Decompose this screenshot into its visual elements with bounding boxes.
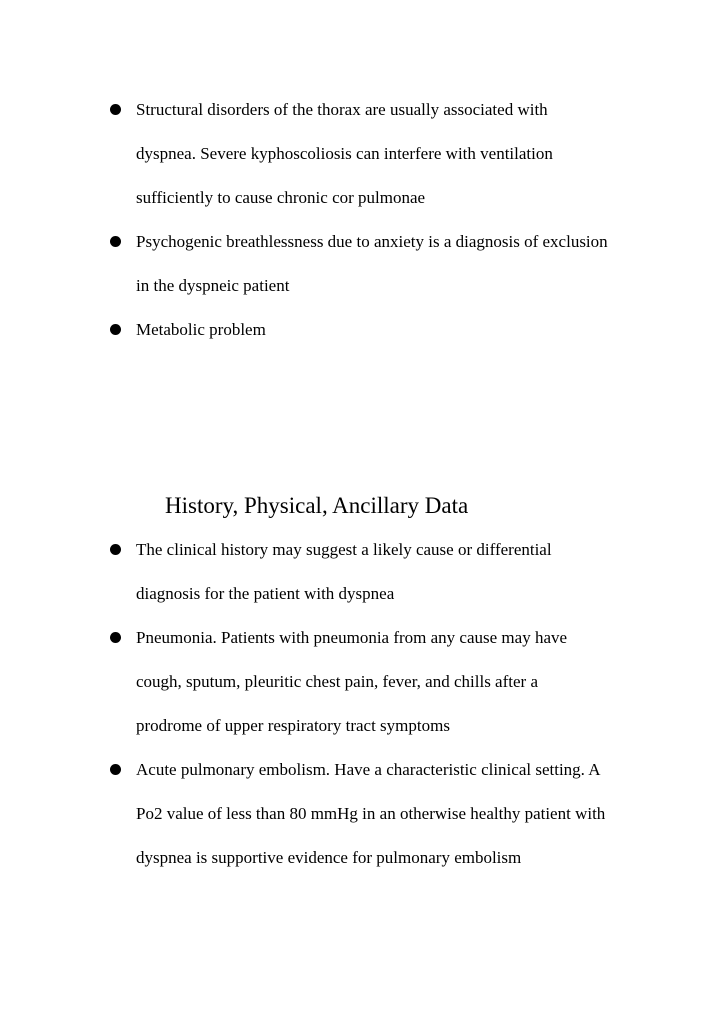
list-item-text: Metabolic problem [136,320,266,339]
list-item-text: The clinical history may suggest a likely cause or differential diagnosis for the patient with dyspnea [136,540,552,603]
list-item-text: Psychogenic breathlessness due to anxiety is a diagnosis of exclusion in the dyspneic patient [136,232,608,295]
bullet-list-history [108,528,608,880]
bullet-dot-icon [110,632,121,643]
list-item [108,616,608,748]
list-item [108,748,608,880]
section-heading: History, Physical, Ancillary Data [165,493,469,518]
list-item-text: Pneumonia. Patients with pneumonia from any cause may have cough, sputum, pleuritic chest pain, fever, and chills after a prodrome of upper respiratory tract symptoms [136,628,568,735]
list-item [108,220,608,308]
bullet-dot-icon [110,764,121,775]
list-item-text: Acute pulmonary embolism. Have a characteristic clinical setting. A Po2 value of less than 80 mmHg in an otherwise healthy patient with dyspnea is supportive evidence for pulmonary embolism [136,760,606,867]
list-item [108,528,608,616]
bullet-dot-icon [110,104,121,115]
bullet-dot-icon [110,324,121,335]
list-item [108,308,608,352]
bullet-list-causes [108,88,608,352]
bullet-dot-icon [110,544,121,555]
list-item [108,88,608,220]
list-item-text: Structural disorders of the thorax are usually associated with dyspnea. Severe kyphoscoliosis can interfere with ventilation sufficiently to cause chronic cor pulmonae [136,100,553,207]
bullet-dot-icon [110,236,121,247]
